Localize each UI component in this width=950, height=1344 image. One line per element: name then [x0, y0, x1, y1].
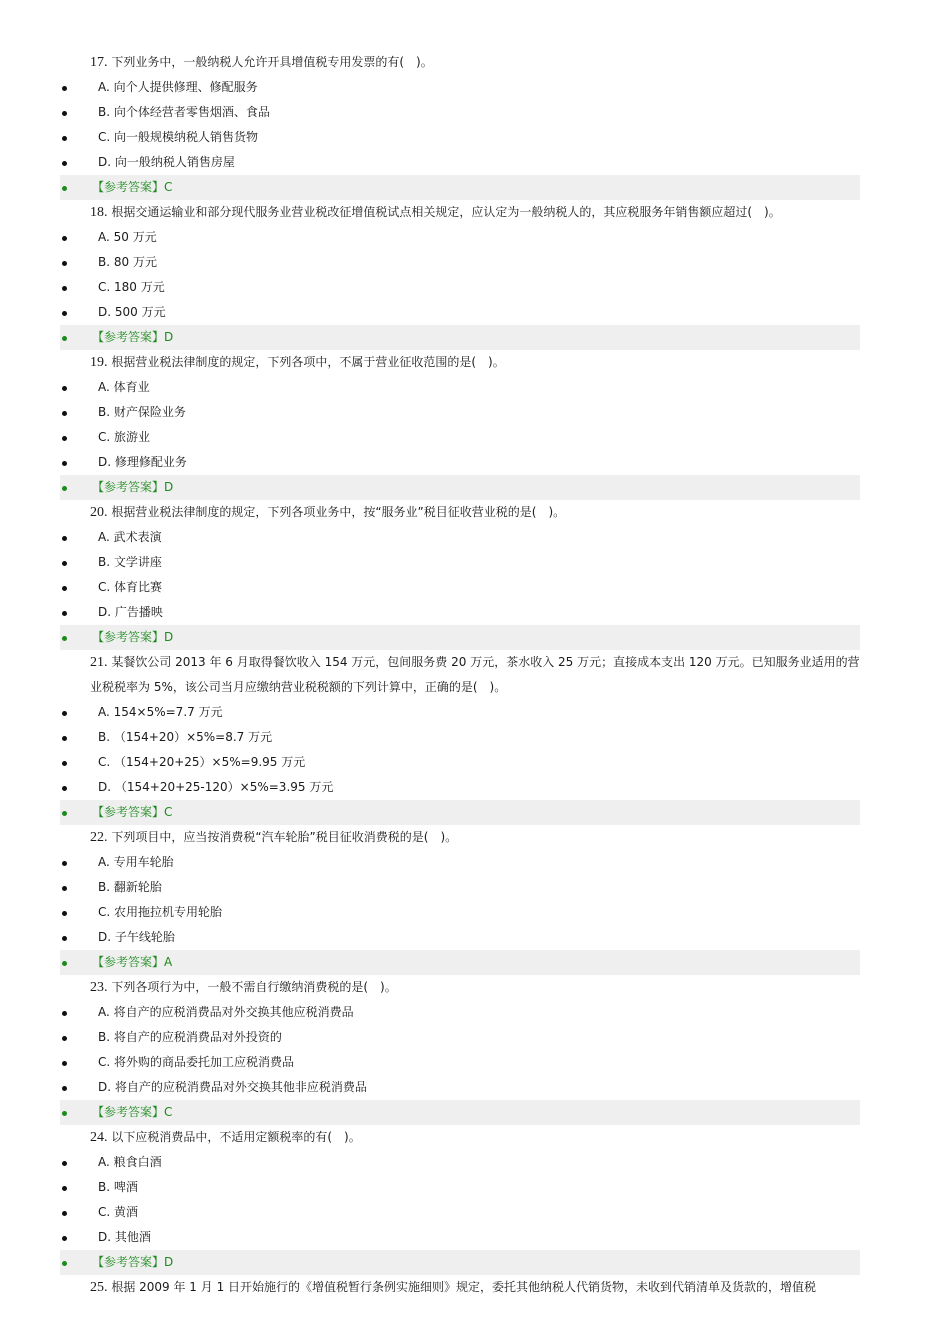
option-item [60, 1050, 860, 1075]
option-text: C. 旅游业 [98, 430, 151, 444]
option-item [60, 425, 860, 450]
answer-row [60, 1100, 860, 1125]
bullet-icon [62, 961, 67, 966]
bullet-icon [62, 1161, 67, 1166]
option-text: A. 将自产的应税消费品对外交换其他应税消费品 [98, 1005, 354, 1019]
question-text [60, 50, 860, 75]
bullet-icon [62, 411, 67, 416]
answer-text: 【参考答案】D [92, 1255, 174, 1269]
question-text [60, 200, 860, 225]
option-text: A. 体育业 [98, 380, 150, 394]
option-item [60, 575, 860, 600]
option-item [60, 700, 860, 725]
option-text: C. 180 万元 [98, 280, 165, 294]
bullet-icon [62, 161, 67, 166]
option-item [60, 600, 860, 625]
question-stem: 根据 2009 年 1 月 1 日开始施行的《增值税暂行条例实施细则》规定，委托其他纳税人代销货物，未收到代销清单及货款的，增值税 [111, 1280, 817, 1294]
option-item [60, 725, 860, 750]
bullet-icon [62, 1011, 67, 1016]
answer-text: 【参考答案】A [92, 955, 173, 969]
question-number: 19. [90, 355, 108, 370]
question-stem: 下列各项行为中，一般不需自行缴纳消费税的是( )。 [111, 980, 397, 994]
bullet-icon [62, 586, 67, 591]
option-text: D. 500 万元 [98, 305, 166, 319]
bullet-icon [62, 911, 67, 916]
option-item [60, 925, 860, 950]
option-text: A. 粮食白酒 [98, 1155, 162, 1169]
question-text [60, 500, 860, 525]
option-item [60, 100, 860, 125]
option-text: B. 财产保险业务 [98, 405, 186, 419]
bullet-icon [62, 86, 67, 91]
option-item [60, 375, 860, 400]
option-item [60, 300, 860, 325]
answer-row [60, 175, 860, 200]
question-stem: 下列业务中，一般纳税人允许开具增值税专用发票的有( )。 [111, 55, 433, 69]
option-text: D. 修理修配业务 [98, 455, 187, 469]
option-item [60, 150, 860, 175]
option-text: B. 将自产的应税消费品对外投资的 [98, 1030, 282, 1044]
question-number: 22. [90, 830, 108, 845]
answer-row [60, 325, 860, 350]
bullet-icon [62, 761, 67, 766]
option-text: B. 80 万元 [98, 255, 157, 269]
bullet-icon [62, 711, 67, 716]
option-item [60, 1150, 860, 1175]
option-text: A. 武术表演 [98, 530, 162, 544]
bullet-icon [62, 811, 67, 816]
option-item [60, 450, 860, 475]
question-stem: 根据营业税法律制度的规定，下列各项业务中，按“服务业”税目征收营业税的是( )。 [111, 505, 566, 519]
option-item [60, 1175, 860, 1200]
option-text: A. 专用车轮胎 [98, 855, 174, 869]
option-text: D. 子午线轮胎 [98, 930, 175, 944]
option-item [60, 225, 860, 250]
question-stem: 根据交通运输业和部分现代服务业营业税改征增值税试点相关规定，应认定为一般纳税人的，其应税服务年销售额应超过( )。 [111, 205, 781, 219]
option-text: C. （154+20+25）×5%=9.95 万元 [98, 755, 306, 769]
option-item [60, 1200, 860, 1225]
bullet-icon [62, 236, 67, 241]
document-body [60, 50, 860, 1300]
answer-text: 【参考答案】C [92, 1105, 173, 1119]
question-stem: 某餐饮公司 2013 年 6 月取得餐饮收入 154 万元，包间服务费 20 万元，茶水收入 25 万元；直接成本支出 120 万元。已知服务业适用的营业税税率为 5%，该公司当月应缴纳营业税税额的下列计算中，正确的是( )。 [90, 655, 860, 694]
bullet-icon [62, 261, 67, 266]
option-text: B. （154+20）×5%=8.7 万元 [98, 730, 273, 744]
option-text: D. 其他酒 [98, 1230, 151, 1244]
question-text [60, 1125, 860, 1150]
option-text: C. 将外购的商品委托加工应税消费品 [98, 1055, 295, 1069]
question-text [60, 350, 860, 375]
bullet-icon [62, 461, 67, 466]
question-stem: 下列项目中，应当按消费税“汽车轮胎”税目征收消费税的是( )。 [111, 830, 458, 844]
bullet-icon [62, 536, 67, 541]
option-item [60, 75, 860, 100]
question-number: 23. [90, 980, 108, 995]
option-item [60, 550, 860, 575]
bullet-icon [62, 286, 67, 291]
bullet-icon [62, 336, 67, 341]
option-text: B. 向个体经营者零售烟酒、食品 [98, 105, 270, 119]
option-item [60, 775, 860, 800]
option-text: B. 翻新轮胎 [98, 880, 162, 894]
bullet-icon [62, 561, 67, 566]
answer-text: 【参考答案】D [92, 630, 174, 644]
option-item [60, 525, 860, 550]
bullet-icon [62, 1086, 67, 1091]
option-text: B. 啤酒 [98, 1180, 138, 1194]
question-number: 20. [90, 505, 108, 520]
option-item [60, 125, 860, 150]
question-number: 17. [90, 55, 108, 70]
option-item [60, 400, 860, 425]
answer-text: 【参考答案】D [92, 480, 174, 494]
option-text: D. 向一般纳税人销售房屋 [98, 155, 235, 169]
option-text: D. （154+20+25-120）×5%=3.95 万元 [98, 780, 334, 794]
bullet-icon [62, 786, 67, 791]
bullet-icon [62, 486, 67, 491]
question-stem: 根据营业税法律制度的规定，下列各项中，不属于营业征收范围的是( )。 [111, 355, 505, 369]
option-item [60, 1225, 860, 1250]
option-item [60, 850, 860, 875]
bullet-icon [62, 136, 67, 141]
bullet-icon [62, 936, 67, 941]
question-number: 25. [90, 1280, 108, 1295]
option-text: C. 黄酒 [98, 1205, 139, 1219]
answer-row [60, 625, 860, 650]
question-stem: 以下应税消费品中，不适用定额税率的有( )。 [111, 1130, 361, 1144]
answer-text: 【参考答案】D [92, 330, 174, 344]
bullet-icon [62, 736, 67, 741]
option-item [60, 1025, 860, 1050]
answer-text: 【参考答案】C [92, 805, 173, 819]
bullet-icon [62, 611, 67, 616]
option-text: A. 154×5%=7.7 万元 [98, 705, 223, 719]
answer-row [60, 1250, 860, 1275]
question-text [60, 825, 860, 850]
bullet-icon [62, 311, 67, 316]
bullet-icon [62, 1261, 67, 1266]
bullet-icon [62, 1211, 67, 1216]
answer-text: 【参考答案】C [92, 180, 173, 194]
option-item [60, 900, 860, 925]
bullet-icon [62, 636, 67, 641]
question-number: 24. [90, 1130, 108, 1145]
bullet-icon [62, 186, 67, 191]
option-item [60, 250, 860, 275]
option-text: C. 农用拖拉机专用轮胎 [98, 905, 223, 919]
question-text [60, 975, 860, 1000]
question-text [60, 650, 860, 700]
bullet-icon [62, 1111, 67, 1116]
question-number: 21. [90, 655, 108, 670]
answer-row [60, 475, 860, 500]
bullet-icon [62, 386, 67, 391]
option-item [60, 275, 860, 300]
answer-row [60, 800, 860, 825]
bullet-icon [62, 861, 67, 866]
option-text: A. 向个人提供修理、修配服务 [98, 80, 258, 94]
option-text: D. 将自产的应税消费品对外交换其他非应税消费品 [98, 1080, 367, 1094]
question-number: 18. [90, 205, 108, 220]
option-text: B. 文学讲座 [98, 555, 162, 569]
option-text: D. 广告播映 [98, 605, 163, 619]
bullet-icon [62, 886, 67, 891]
bullet-icon [62, 1186, 67, 1191]
answer-row [60, 950, 860, 975]
option-item [60, 750, 860, 775]
question-text [60, 1275, 860, 1300]
option-item [60, 875, 860, 900]
option-text: A. 50 万元 [98, 230, 157, 244]
bullet-icon [62, 1061, 67, 1066]
bullet-icon [62, 111, 67, 116]
bullet-icon [62, 436, 67, 441]
option-item [60, 1075, 860, 1100]
option-item [60, 1000, 860, 1025]
bullet-icon [62, 1236, 67, 1241]
option-text: C. 体育比赛 [98, 580, 163, 594]
bullet-icon [62, 1036, 67, 1041]
option-text: C. 向一般规模纳税人销售货物 [98, 130, 259, 144]
